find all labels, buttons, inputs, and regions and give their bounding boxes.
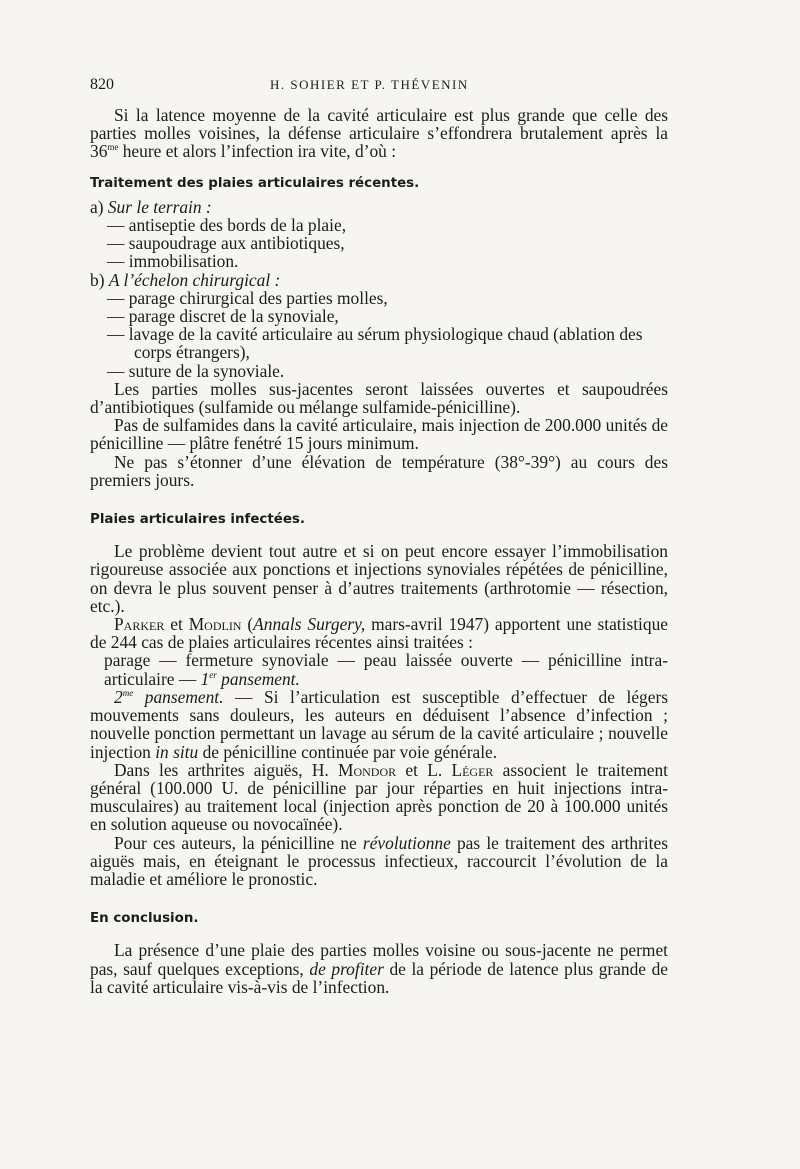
list-item: — suture de la synoviale. [107, 360, 285, 381]
section-heading-conclusion: En conclusion. [90, 911, 199, 927]
paragraph: Ne pas s’étonner d’une élévation de température (38°-39°) au cours des premiers jours. [90, 451, 668, 490]
list-item: — parage discret de la synoviale, [107, 306, 339, 327]
paragraph: Les parties molles sus-jacentes seront laissées ouvertes et saupoudrées d’antibiotiques (sulfamide ou mélange sulfamide-pénicilline). [90, 378, 668, 418]
subsection-b-title: b) A l’échelon chirurgical : [90, 269, 281, 290]
paragraph: Le problème devient tout autre et si on peut encore essayer l’immobilisation rigoureuse associée aux ponctions et injections synoviales répétées de pénicilline, on devra le plus souvent penser à d’autres traitements (arthrotomie — résection, etc.). [90, 541, 668, 616]
quoted-protocol: parage — fermeture synoviale — peau laissée ouverte — pénicilline intra-articulaire — 1er pansement. [104, 650, 668, 689]
list-item: — lavage de la cavité articulaire au sérum physiologique chaud (ablation des corps étrangers), [107, 324, 643, 363]
section-heading-recent-wounds: Traitement des plaies articulaires récentes. [90, 175, 420, 191]
paragraph: Parker et Modlin (Annals Surgery, mars-avril 1947) apportent une statistique de 244 cas de plaies articulaires récentes ainsi traitées : [90, 614, 668, 653]
list-item: — saupoudrage aux antibiotiques, [107, 233, 345, 254]
page-body [90, 106, 668, 996]
subsection-a-title: a) Sur le terrain : [90, 196, 212, 217]
paragraph: La présence d’une plaie des parties molles voisine ou sous-jacente ne permet pas, sauf quelques exceptions, de profiter de la période de latence plus grande de la cavité articulaire vis-à-vis de l’infection. [90, 940, 668, 997]
paragraph: Dans les arthrites aiguës, H. Mondor et L. Léger associent le traitement général (100.000 U. de pénicilline par jour réparties en huit injections intra-musculaires) au traitement local (injection après ponction de 20 à 100.000 unités en solution aqueuse ou novocaïnée). [90, 759, 668, 835]
running-title: H. SOHIER ET P. THÉVENIN [270, 77, 469, 92]
list-item: — immobilisation. [107, 251, 239, 272]
list-item: — antiseptie des bords de la plaie, [107, 215, 347, 236]
section-heading-infected-wounds: Plaies articulaires infectées. [90, 512, 305, 528]
list-item: — parage chirurgical des parties molles, [107, 287, 388, 308]
paragraph: Pour ces auteurs, la pénicilline ne révolutionne pas le traitement des arthrites aiguës mais, en éteignant le processus infectieux, raccourcit l’évolution de la maladie et améliore le pronostic. [90, 832, 668, 889]
paragraph: Pas de sulfamides dans la cavité articulaire, mais injection de 200.000 unités de pénicilline — plâtre fenétré 15 jours minimum. [90, 415, 668, 454]
intro-paragraph: Si la latence moyenne de la cavité articulaire est plus grande que celle des parties molles voisines, la défense articulaire s’effondrera brutalement après la $36^{me}$ heure et alors l’infection ira vite, d’où : [90, 105, 668, 162]
document-page [90, 76, 668, 996]
paragraph: $2^{me}$ pansement. — Si l’articulation est susceptible d’effectuer de légers mouvements sans douleurs, les auteurs en déduisent l’absence d’infection ; nouvelle ponction permettant un lavage au sérum de la cavité articulaire ; nouvelle injection in situ de pénicilline continuée par voie générale. [90, 686, 669, 762]
page-header [90, 76, 668, 106]
page-number: 820 [90, 76, 114, 93]
